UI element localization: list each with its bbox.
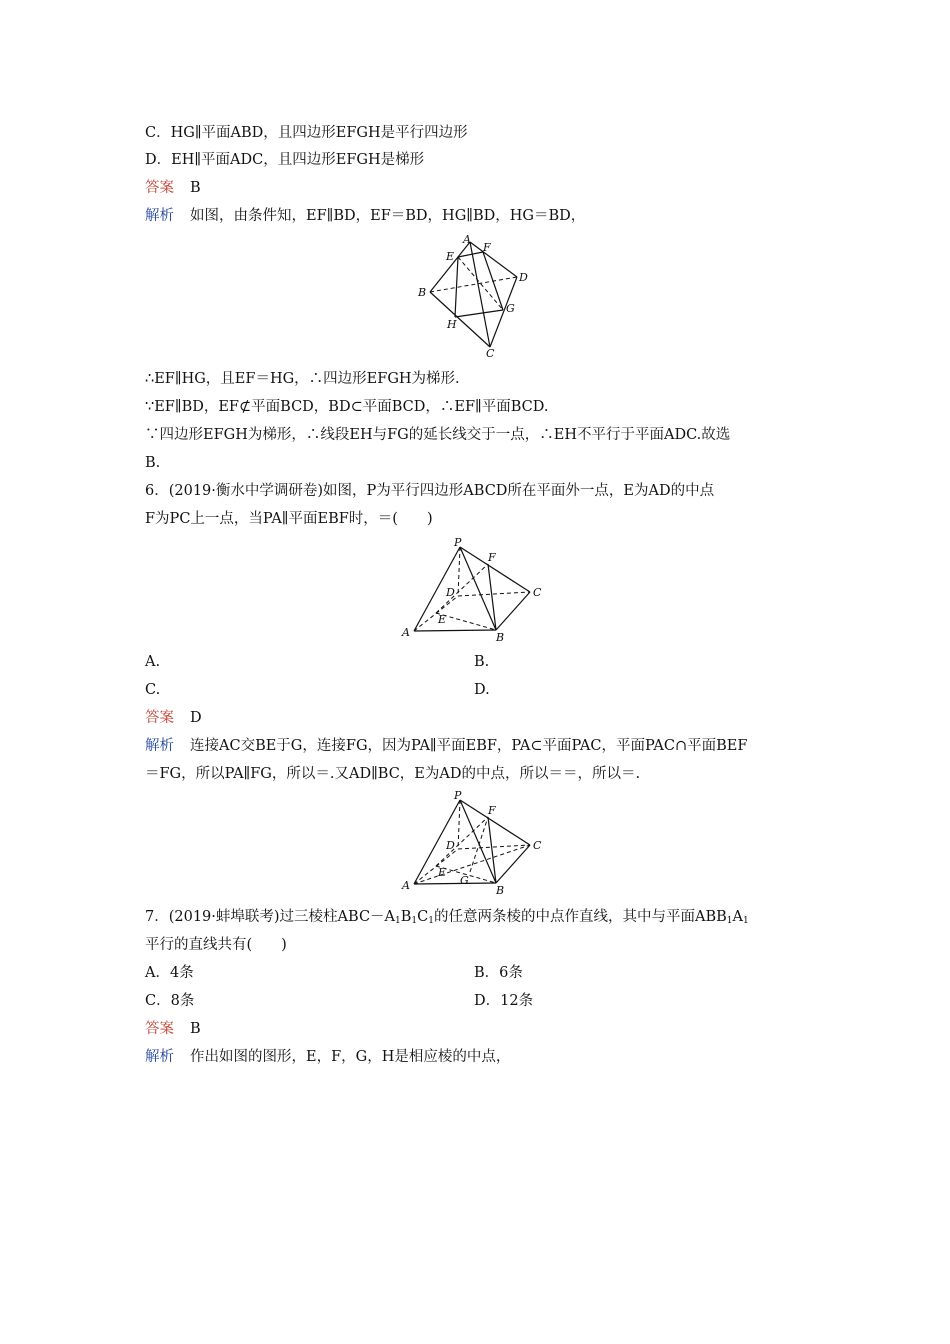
edge-bc: [496, 845, 530, 883]
label-d: D: [446, 586, 455, 599]
q6-analysis-line-2: ＝FG，所以PA∥FG，所以＝.又AD∥BC，E为AD的中点，所以＝＝，所以＝.: [145, 766, 641, 782]
label-g: G: [460, 874, 469, 887]
analysis-text: 作出如图的图形，E，F，G，H是相应棱的中点，: [190, 1049, 511, 1065]
segment-ef: [436, 817, 488, 866]
q5-analysis-line-4: ∵四边形EFGH为梯形，∴线段EH与FG的延长线交于一点，∴EH不平行于平面ADC.故选: [145, 427, 731, 443]
q7-option-d: D．12条: [474, 993, 534, 1009]
analysis-label: 解析: [145, 208, 174, 224]
label-c: C: [486, 347, 495, 360]
answer-label: 答案: [145, 1021, 174, 1037]
answer-label: 答案: [145, 710, 174, 726]
edge-pd: [458, 800, 460, 849]
edge-bd: [430, 277, 517, 292]
label-e: E: [438, 866, 447, 879]
label-e: E: [446, 250, 455, 263]
label-p: P: [454, 536, 462, 549]
label-b: B: [418, 286, 427, 299]
analysis-label: 解析: [145, 738, 174, 754]
edge-bc: [496, 592, 530, 630]
edge-pd: [458, 547, 460, 596]
q5-analysis-line-2: ∴EF∥HG，且EF＝HG，∴四边形EFGH为梯形.: [145, 371, 460, 387]
answer-value: B: [190, 1021, 201, 1037]
analysis-text: 连接AC交BE于G，连接FG，因为PA∥平面EBF，PA⊂平面PAC，平面PAC∩平面BEF: [190, 738, 748, 754]
label-f: F: [483, 241, 491, 254]
segment-eh: [455, 257, 458, 317]
edge-dc: [458, 592, 530, 596]
q6-option-c: C.: [145, 682, 161, 698]
label-e: E: [438, 613, 447, 626]
label-c: C: [533, 586, 542, 599]
label-a: A: [463, 233, 471, 246]
q7-stem-line-2: 平行的直线共有( ): [145, 937, 287, 953]
label-d: D: [519, 271, 528, 284]
q5-analysis-line-5: B.: [145, 455, 161, 471]
q7-stem-line-1: 7．(2019·蚌埠联考)过三棱柱$ABC-A_1B_1C_1$的任意两条棱的中点作直线，其中与平面$ABB_1A_1$: [145, 909, 749, 926]
label-b: B: [496, 884, 505, 897]
q7-option-c: C．8条: [145, 993, 195, 1009]
q5-option-c: C．HG∥平面ABD，且四边形EFGH是平行四边形: [145, 125, 468, 141]
label-c: C: [533, 839, 542, 852]
q5-analysis-line-1: [145, 206, 585, 226]
q5-tetrahedron-figure: [415, 232, 535, 360]
q6-option-a: A.: [145, 654, 161, 670]
edge-dc: [458, 845, 530, 849]
q5-analysis-line-3: ∵EF∥BD，EF⊄平面BCD，BD⊂平面BCD，∴EF∥平面BCD.: [145, 399, 549, 415]
label-p: P: [454, 789, 462, 802]
label-a: A: [402, 879, 410, 892]
q7-option-b: B．6条: [474, 965, 523, 981]
segment-ef: [436, 564, 488, 613]
q6-analysis-line-1: [145, 736, 747, 756]
q6-pyramid-figure: [400, 535, 550, 645]
q6-stem-line-2: F为PC上一点，当PA∥平面EBF时，＝( ): [145, 511, 433, 527]
label-a: A: [402, 626, 410, 639]
analysis-text: 如图，由条件知，EF∥BD，EF＝BD，HG∥BD，HG＝BD，: [190, 208, 586, 224]
q7-option-a: A．4条: [145, 965, 194, 981]
q6-option-b: B.: [474, 654, 490, 670]
q6-option-d: D.: [474, 682, 490, 698]
edge-ab: [414, 883, 496, 884]
edge-ab: [414, 630, 496, 631]
q5-option-d: D．EH∥平面ADC，且四边形EFGH是梯形: [145, 152, 425, 168]
edge-ad: [470, 242, 517, 277]
segment-hg: [455, 310, 503, 317]
q6-analysis-figure: [400, 788, 550, 898]
label-d: D: [446, 839, 455, 852]
label-b: B: [496, 631, 505, 644]
answer-value: D: [190, 710, 202, 726]
label-h: H: [447, 318, 457, 331]
label-f: F: [488, 551, 496, 564]
label-g: G: [506, 302, 515, 315]
answer-label: 答案: [145, 180, 174, 196]
analysis-label: 解析: [145, 1049, 174, 1065]
q6-stem-line-1: 6．(2019·衡水中学调研卷)如图，P为平行四边形ABCD所在平面外一点，E为AD的中点: [145, 483, 715, 499]
q6-answer: [145, 708, 202, 728]
answer-value: B: [190, 180, 201, 196]
q7-answer: [145, 1019, 201, 1039]
q7-analysis-line-1: [145, 1047, 510, 1067]
q5-answer: [145, 178, 201, 198]
label-f: F: [488, 804, 496, 817]
